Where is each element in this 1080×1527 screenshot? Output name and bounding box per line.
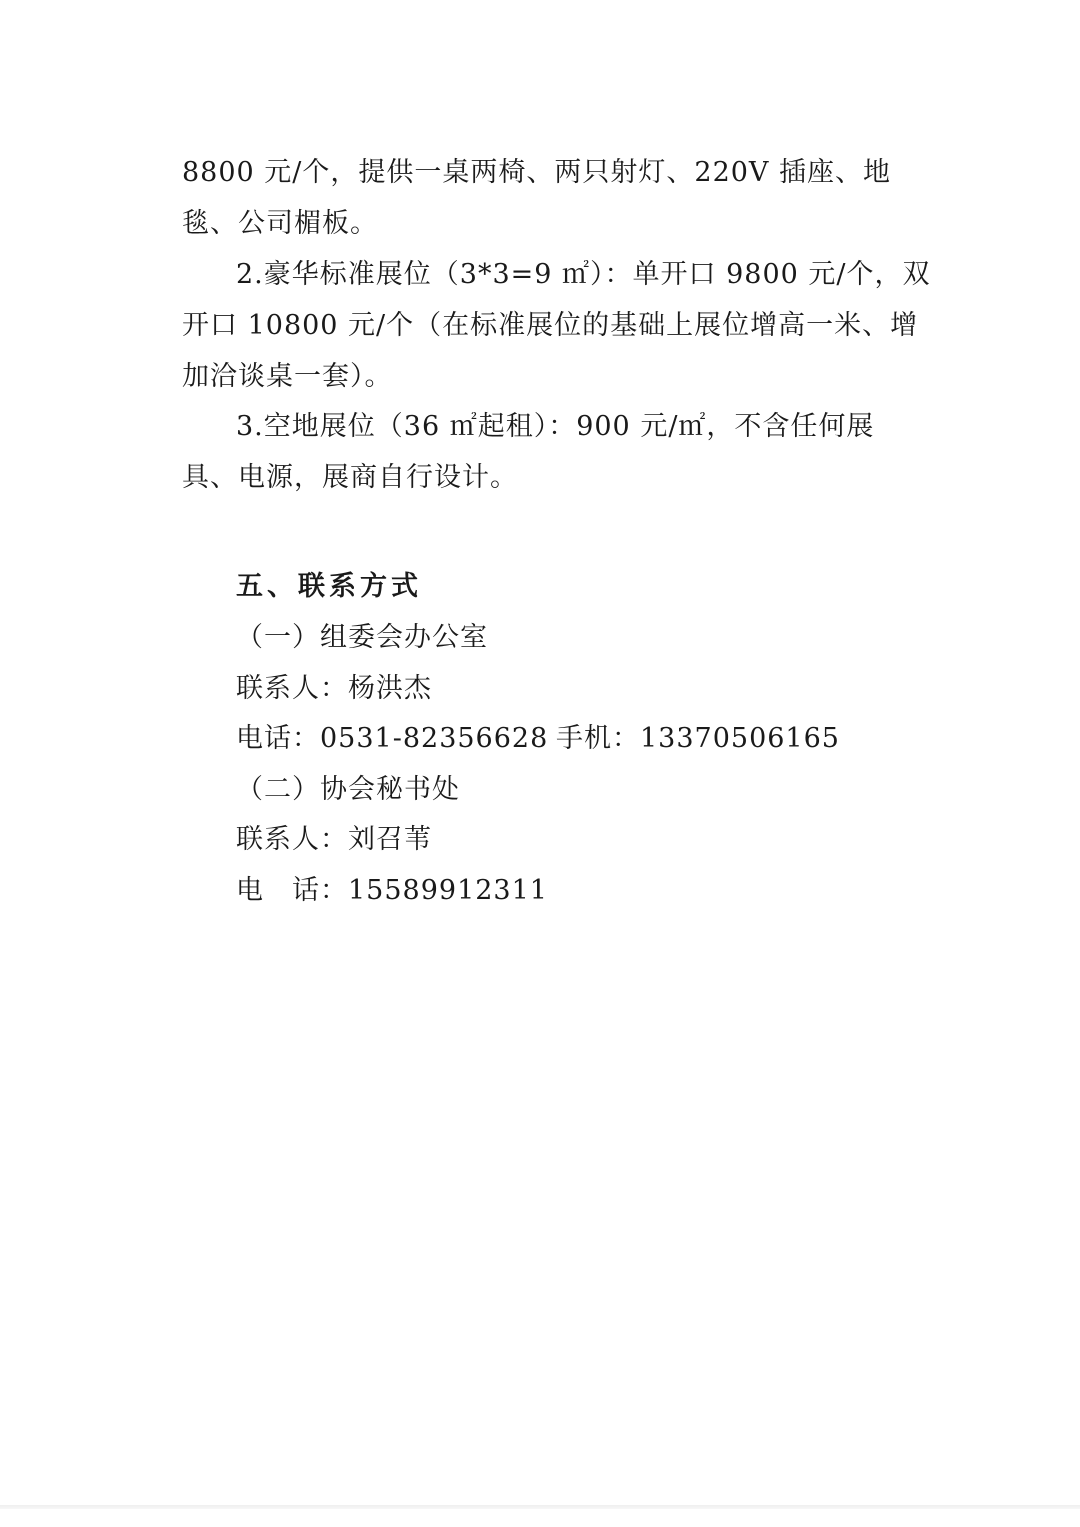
- scan-bottom-edge: [0, 1505, 1080, 1509]
- office1-title: （一）组委会办公室: [236, 622, 488, 653]
- office2-phone: 电 话：15589912311: [236, 875, 548, 906]
- para3-line1: 3.空地展位（36 ㎡起租）：900 元/㎡，不含任何展: [236, 411, 875, 442]
- para2-line3: 加洽谈桌一套）。: [182, 361, 393, 392]
- office2-title: （二）协会秘书处: [236, 774, 460, 805]
- section-heading: 五、联系方式: [236, 571, 422, 602]
- para2-line1: 2.豪华标准展位（3*3=9 ㎡）：单开口 9800 元/个，双: [236, 259, 931, 290]
- office1-contact: 联系人：杨洪杰: [236, 673, 432, 704]
- para2-line2: 开口 10800 元/个（在标准展位的基础上展位增高一米、增: [182, 310, 919, 341]
- para3-line2: 具、电源，展商自行设计。: [182, 462, 518, 493]
- para1-line1: [182, 156, 902, 190]
- office1-phone: 电话：0531-82356628: [236, 723, 549, 754]
- office2-contact: 联系人：刘召苇: [236, 824, 432, 855]
- office1-mobile: 手机：13370506165: [556, 723, 840, 754]
- para1-line1-text: 8800 元/个，提供一桌两椅、两只射灯、220V 插座、地: [182, 157, 892, 188]
- para1-line2: 毯、公司楣板。: [182, 208, 378, 239]
